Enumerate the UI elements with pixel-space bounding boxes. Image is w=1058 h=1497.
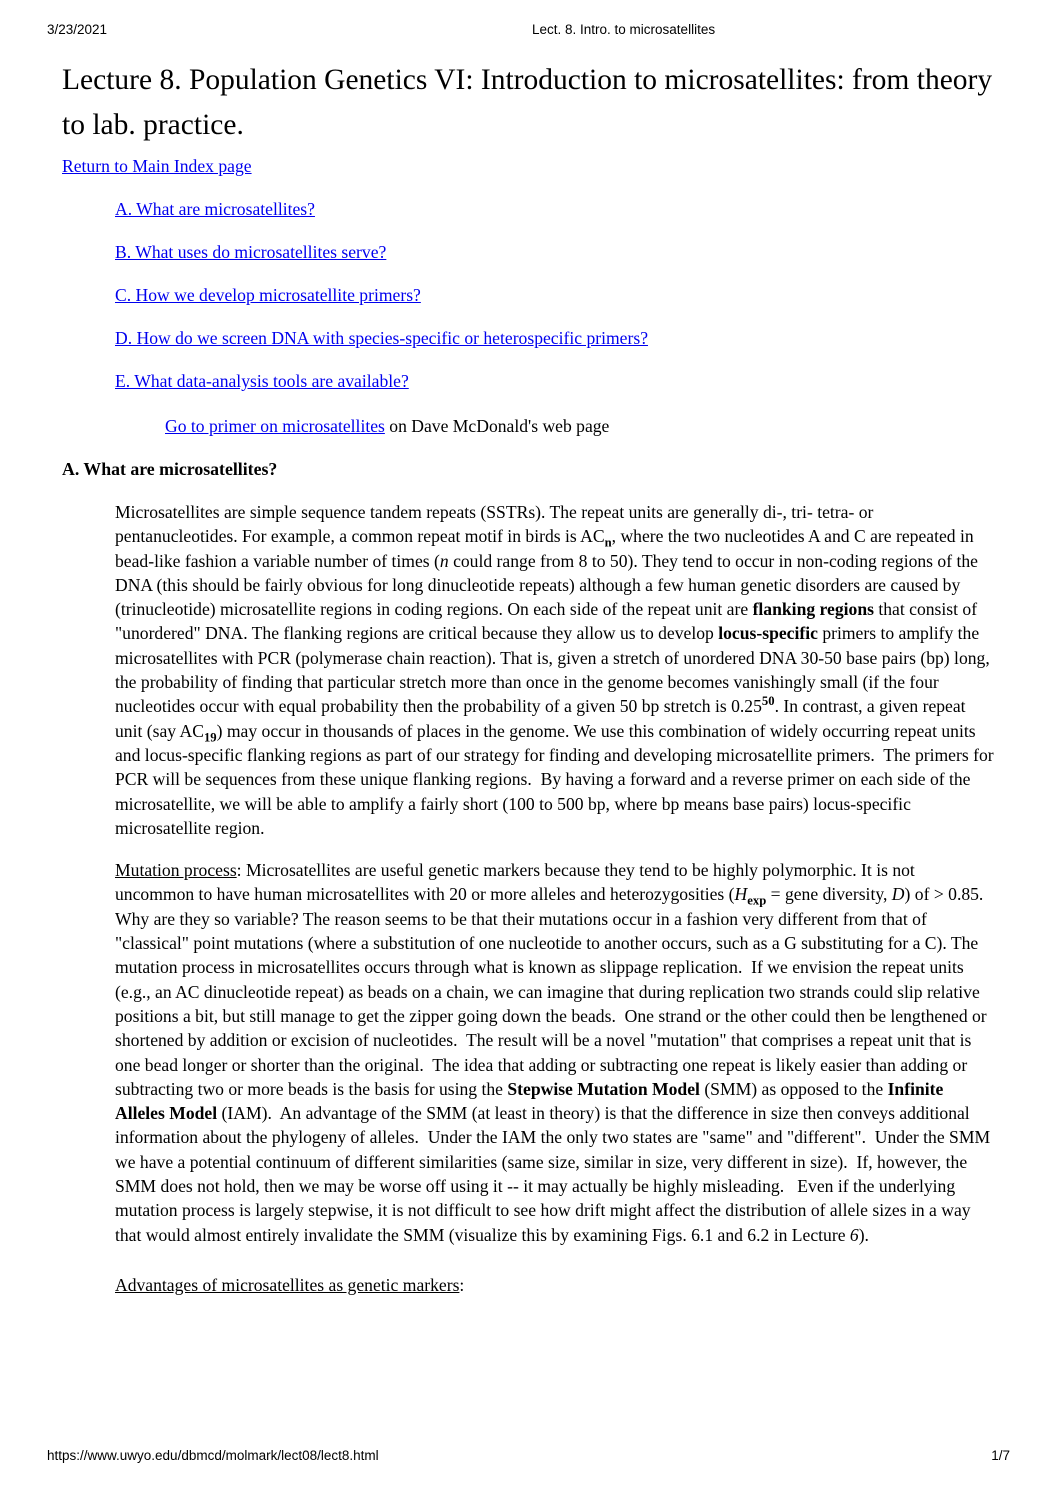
footer-url: https://www.uwyo.edu/dbmcd/molmark/lect08/lect8.html	[47, 1448, 379, 1463]
paragraph-mutation-process	[115, 858, 996, 1247]
footer-page-number: 1/7	[991, 1448, 1010, 1463]
text-segment: exp	[747, 893, 767, 908]
text-segment: : Microsatellites are useful genetic markers because they tend to be highly polymorphic. It is not uncommon to have human microsatellites with 20 or more alleles and heterozygosities (	[115, 860, 920, 905]
primer-link-suffix: on Dave McDonald's web page	[384, 416, 610, 436]
text-segment: . In contrast, a given repeat unit (say AC	[115, 696, 970, 741]
text-segment: H	[734, 884, 748, 905]
page-title: Lecture 8. Population Genetics VI: Introduction to microsatellites: from theory to lab. practice.	[62, 64, 993, 141]
print-date: 3/23/2021	[47, 22, 108, 37]
text-segment: n	[439, 550, 449, 571]
text-segment: flanking regions	[752, 599, 874, 620]
text-segment: 19	[203, 730, 217, 745]
text-segment: (IAM). An advantage of the SMM (at least in theory) is that the difference in size then conveys additional information about the phylogeny of alleles. Under the IAM the only two states are "same" and "different". Under the SMM we have a potential continuum of different similarities (same size, similar in size, very different in size). If, however, the SMM does not hold, then we may be worse off using it -- it may actually be highly misleading. Even if the underlying mutation process is largely stepwise, it is not difficult to see how drift might affect the distribution of allele sizes in a way that would almost entirely invalidate the SMM (visualize this by examining Figs. 6.1 and 6.2 in Lecture	[115, 1103, 995, 1245]
text-segment: Infinite Alleles Model	[115, 1078, 947, 1124]
advantages-heading-label: Advantages of microsatellites as genetic markers	[115, 1274, 460, 1295]
toc-link-a[interactable]: A. What are microsatellites?	[115, 199, 315, 219]
toc-link-d[interactable]: D. How do we screen DNA with species-specific or heterospecific primers?	[115, 328, 649, 348]
text-segment: ) of > 0.85. Why are they so variable? The reason seems to be that their mutations occur in a fashion very different from that of "classical" point mutations (where a substitution of one nucleotide to another occurs, such as a G substituting for a C). The mutation process in microsatellites occurs through what is known as slippage replication. If we envision the repeat units (e.g., an AC dinucleotide repeat) as beads on a chain, we can imagine that during replication two strands could slip relative positions a bit, but still manage to get the zipper going down the beads. One strand or the other could then be lengthened or shortened by addition or excision of nucleotides. The result will be a novel "mutation" that comprises a repeat unit that is one bead longer or shorter than the original. The idea that adding or subtracting one repeat is likely easier than adding or subtracting two or more beads is the basis for using the	[115, 884, 992, 1099]
text-segment: D	[891, 884, 905, 905]
primer-link[interactable]: Go to primer on microsatellites	[165, 416, 385, 436]
text-segment: , where the two nucleotides A and C are repeated in bead-like fashion a variable number of times (	[115, 526, 979, 571]
text-segment: = gene diversity,	[766, 884, 892, 905]
text-segment: (SMM) as opposed to the	[699, 1078, 888, 1099]
print-header	[47, 22, 1011, 40]
print-footer	[47, 1448, 1010, 1466]
paragraph-what-are-microsatellites	[115, 500, 999, 840]
toc-link-c[interactable]: C. How we develop microsatellite primers?	[115, 285, 421, 305]
text-segment: could range from 8 to 50). They tend to occur in non-coding regions of the DNA (this should be fairly obvious for long dinucleotide repeats) although a few human genetic disorders are caused by (trinucleotide) microsatellite regions in coding regions. On each side of the repeat unit are	[115, 550, 983, 620]
text-segment: Microsatellites are simple sequence tandem repeats (SSTRs). The repeat units are generally di-, tri- tetra- or pentanucleotides. For example, a common repeat motif in birds is AC	[115, 502, 878, 547]
text-segment: Mutation process	[115, 860, 237, 881]
text-segment: 6	[849, 1224, 859, 1245]
print-doc-title: Lect. 8. Intro. to microsatellites	[532, 22, 716, 37]
toc-link-b[interactable]: B. What uses do microsatellites serve?	[115, 242, 387, 262]
text-segment: ).	[858, 1224, 869, 1245]
section-a-heading: A. What are microsatellites?	[62, 459, 278, 479]
toc-link-e[interactable]: E. What data-analysis tools are available?	[115, 371, 409, 391]
text-segment: n	[604, 535, 612, 550]
text-segment: 50	[761, 694, 775, 709]
advantages-heading-colon: :	[459, 1274, 465, 1295]
document-content	[62, 58, 999, 1297]
return-to-index-link[interactable]: Return to Main Index page	[62, 156, 252, 176]
text-segment: locus-specific	[718, 623, 818, 644]
text-segment: that consist of "unordered" DNA. The flanking regions are critical because they allow us to develop	[115, 599, 982, 644]
advantages-heading	[115, 1273, 996, 1297]
text-segment: ) may occur in thousands of places in the genome. We use this combination of widely occurring repeat units and locus-specific flanking regions as part of our strategy for finding and developing microsatellite primers. The primers for PCR will be sequences from these unique flanking regions. By having a forward and a reverse primer on each side of the microsatellite, we will be able to amplify a fairly short (100 to 500 bp, where bp means base pairs) locus-specific microsatellite region.	[115, 720, 999, 838]
text-segment: Stepwise Mutation Model	[507, 1078, 700, 1099]
text-segment: primers to amplify the microsatellites with PCR (polymerase chain reaction). That is, given a stretch of unordered DNA 30-50 base pairs (bp) long, the probability of finding that particular stretch more than once in the genome becomes vanishingly small (if the four nucleotides occur with equal probability then the probability of a given 50 bp stretch is 0.25	[115, 623, 995, 717]
